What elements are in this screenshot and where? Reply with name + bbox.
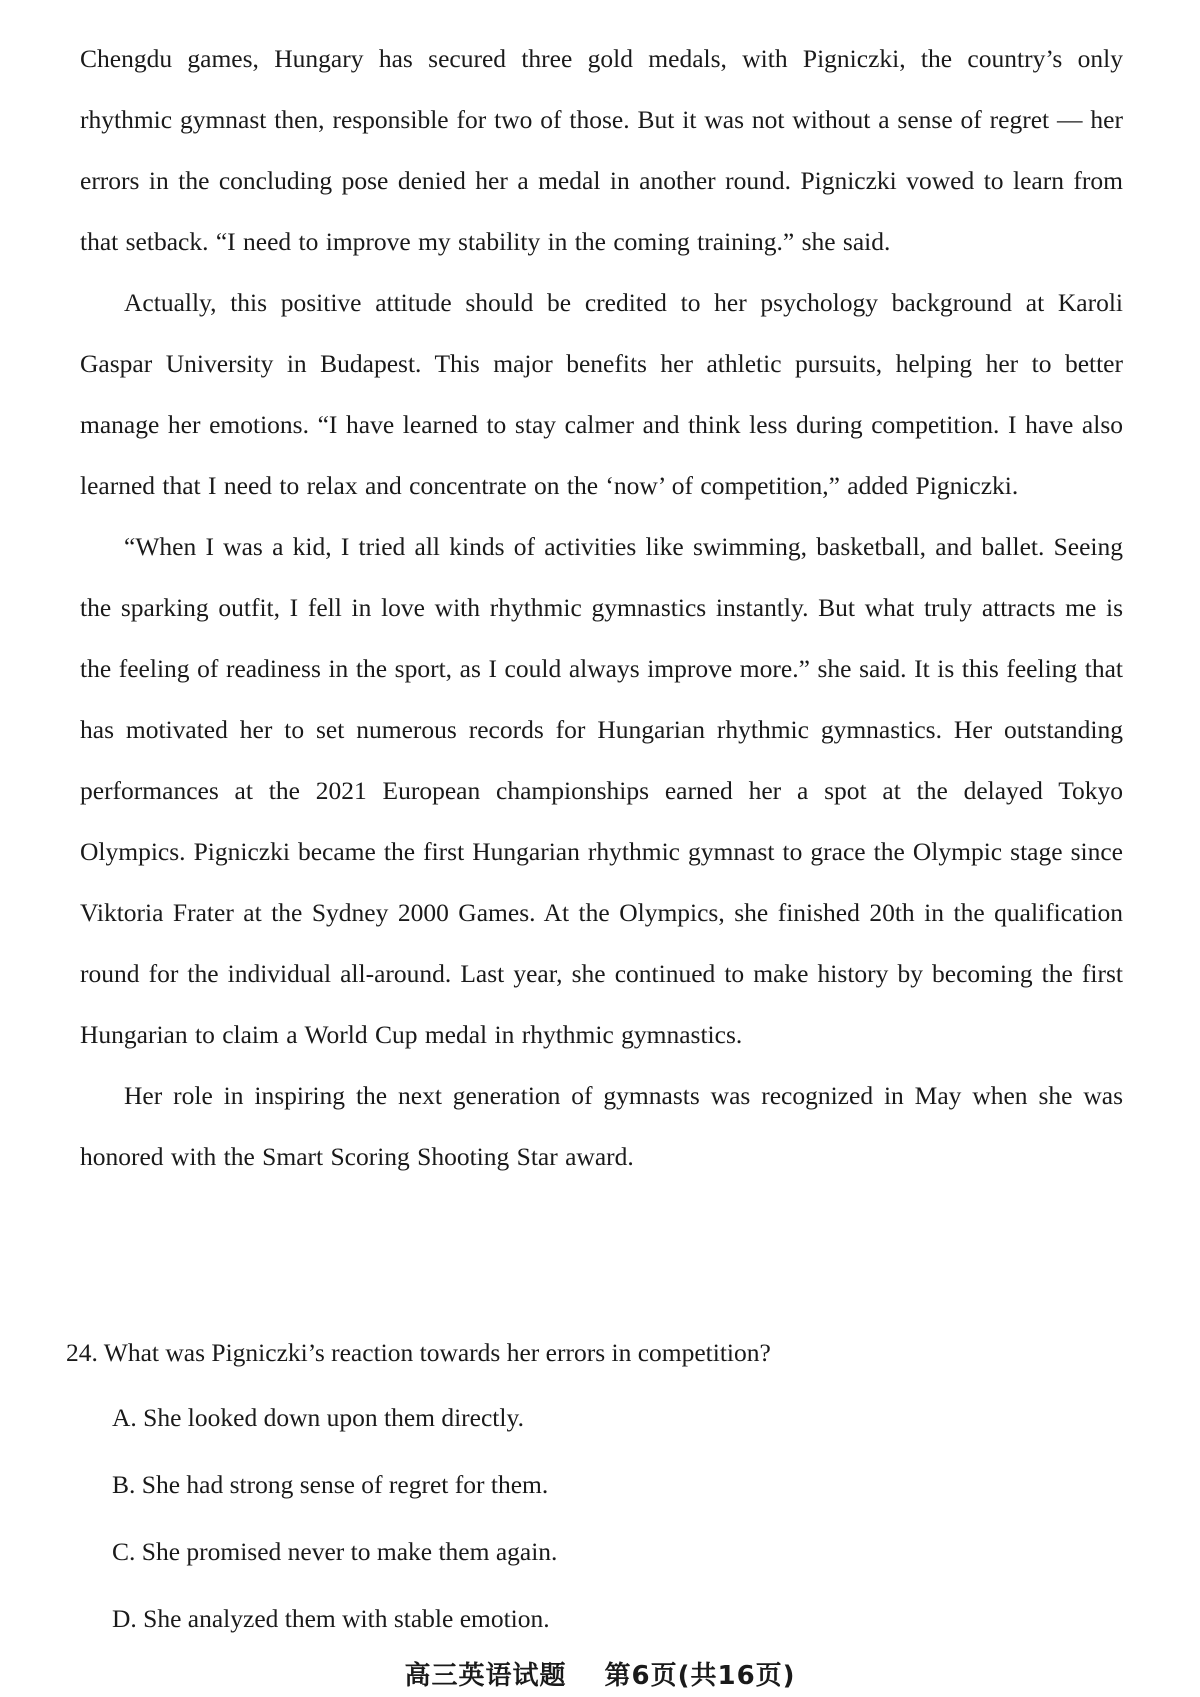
passage-paragraph-3: “When I was a kid, I tried all kinds of activities like swimming, basketball, and ballet. Seeing the sparking outfit, I fell in love with rhythmic gymnastics instantly. But what truly attracts me is the feeling of readiness in the sport, as I could always improve more.” she said. It is this feeling that has motivated her to set numerous records for Hungarian rhythmic gymnastics. Her outstanding performances at the 2021 European championships earned her a spot at the delayed Tokyo Olympics. Pigniczki became the first Hungarian rhythmic gymnast to grace the Olympic stage since Viktoria Frater at the Sydney 2000 Games. At the Olympics, she finished 20th in the qualification round for the individual all-around. Last year, she continued to make history by becoming the first Hungarian to claim a World Cup medal in rhythmic gymnastics. [80,532,1123,1049]
option-c: C. She promised never to make them again. [112,1537,558,1566]
passage-paragraph-1: Chengdu games, Hungary has secured three gold medals, with Pigniczki, the country’s only rhythmic gymnast then, responsible for two of those. But it was not without a sense of regret — her errors in the concluding pose denied her a medal in another round. Pigniczki vowed to learn from that setback. “I need to improve my stability in the coming training.” she said. [80,44,1123,256]
question-stem: 24. What was Pigniczki’s reaction towards her errors in competition? [66,1338,771,1367]
passage-paragraph-4: Her role in inspiring the next generation of gymnasts was recognized in May when she was honored with the Smart Scoring Shooting Star award. [80,1081,1123,1171]
footer-subject: 高三英语试题 [404,1661,567,1691]
option-b: B. She had strong sense of regret for them. [112,1470,549,1499]
page-footer [0,1655,1200,1692]
option-d: D. She analyzed them with stable emotion. [112,1604,550,1633]
footer-page-number: 第6页(共16页) [604,1661,796,1691]
option-a: A. She looked down upon them directly. [112,1403,524,1432]
answer-options [66,1384,1126,1652]
question-24 [66,1322,1126,1652]
reading-passage [80,28,1123,1187]
passage-paragraph-2: Actually, this positive attitude should be credited to her psychology background at Karoli Gaspar University in Budapest. This major benefits her athletic pursuits, helping her to better manage her emotions. “I have learned to stay calmer and think less during competition. I have also learned that I need to relax and concentrate on the ‘now’ of competition,” added Pigniczki. [80,288,1123,500]
